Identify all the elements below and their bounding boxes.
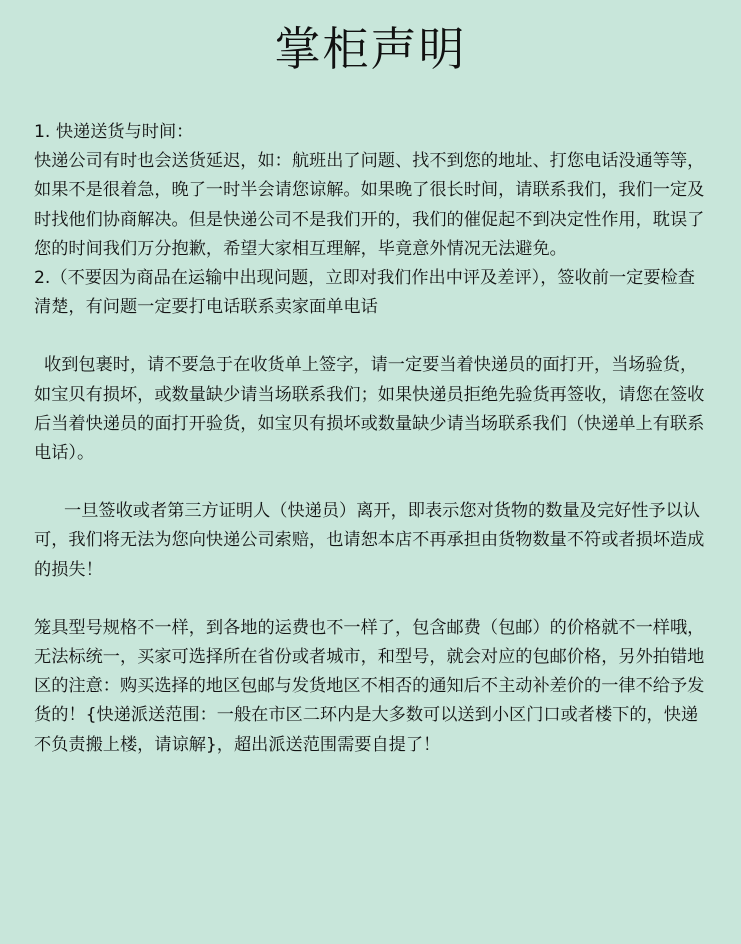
paragraph-spacer — [34, 468, 710, 497]
paragraph-spacer — [34, 585, 710, 614]
page-title: 掌柜声明 — [274, 22, 467, 76]
paragraph-delivery-delay: 快递公司有时也会送货延迟，如：航班出了问题、找不到您的地址、打您电话没通等等，如果不是很着急，晚了一时半会请您谅解。如果晚了很长时间，请联系我们，我们一定及时找他们协商解决。但是快递公司不是我们开的，我们的催促起不到决定性作用，耽误了您的时间我们万分抱歉，希望大家相互理解，毕竟意外情况无法避免。 — [34, 151, 705, 259]
paragraph-spacer — [34, 322, 710, 351]
section-heading-delivery-time: 1. 快递送货与时间： — [34, 122, 194, 142]
paragraph-after-signing: 一旦签收或者第三方证明人（快递员）离开，即表示您对货物的数量及完好性予以认可，我们将无法为您向快递公司索赔，也请恕本店不再承担由货物数量不符或者损坏造成的损失！ — [34, 501, 705, 580]
announcement-body — [34, 118, 710, 760]
paragraph-check-before-signing: 2.（不要因为商品在运输中出现问题，立即对我们作出中评及差评），签收前一定要检查清楚，有问题一定要打电话联系卖家面单电话 — [34, 268, 695, 318]
paragraph-shipping-rules: 笼具型号规格不一样，到各地的运费也不一样了，包含邮费（包邮）的价格就不一样哦，无法标统一，买家可选择所在省份或者城市，和型号，就会对应的包邮价格，另外拍错地区的注意：购买选择的地区包邮与发货地区不相否的通知后不主动补差价的一律不给予发货的！{快递派送范围：一般在市区二环内是大多数可以送到小区门口或者楼下的，快递不负责搬上楼，请谅解}，超出派送范围需要自提了！ — [34, 617, 705, 755]
paragraph-inspect-package: 收到包裹时，请不要急于在收货单上签字，请一定要当着快递员的面打开，当场验货，如宝贝有损坏，或数量缺少请当场联系我们；如果快递员拒绝先验货再签收，请您在签收后当着快递员的面打开验货，如宝贝有损坏或数量缺少请当场联系我们（快递单上有联系电话）。 — [34, 355, 705, 464]
